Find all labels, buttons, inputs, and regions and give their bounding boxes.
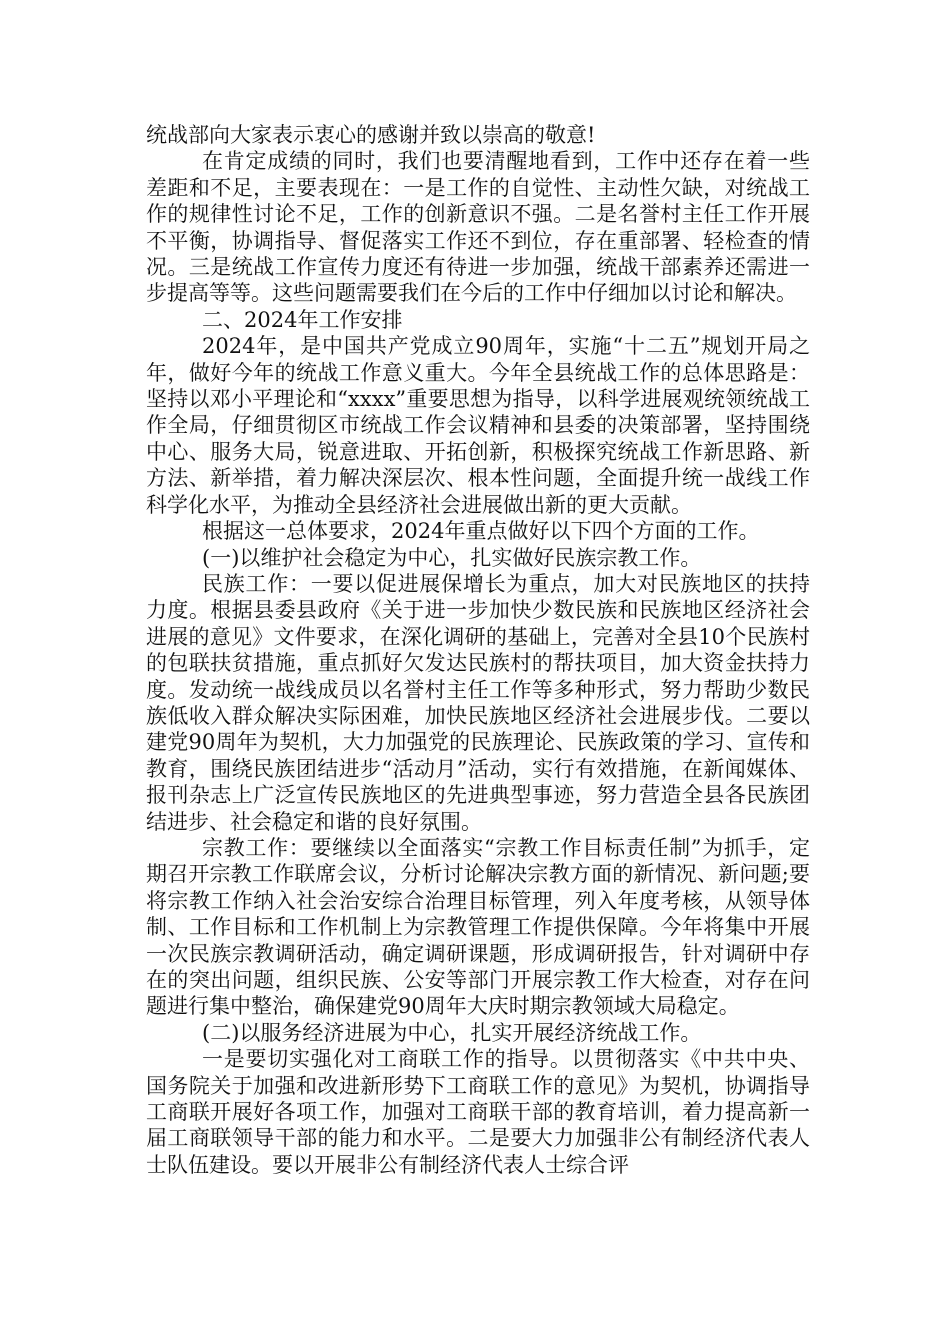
paragraph-four-areas: 根据这一总体要求，2024年重点做好以下四个方面的工作。: [202, 519, 760, 544]
subheading-ethnic-religious-work: (一)以维护社会稳定为中心，扎实做好民族宗教工作。: [202, 545, 702, 570]
section-heading-2024-plan: 二、2024年工作安排: [202, 307, 403, 332]
paragraph-commerce-federation: 一是要切实强化对工商联工作的指导。以贯彻落实《中共中央、国务院关于加强和改进新形势下工商联工作的意见》为契机，协调指导工商联开展好各项工作，加强对工商联干部的教育培训，着力提高新一届工商联领导干部的能力和水平。二是要大力加强非公有制经济代表人士队伍建设。要以开展非公有制经济代表人士综合评: [146, 1047, 810, 1177]
paragraph-ethnic-work: 民族工作：一要以促进展保增长为重点，加大对民族地区的扶持力度。根据县委县政府《关于进一步加快少数民族和民族地区经济社会进展的意见》文件要求，在深化调研的基础上，完善对全县10个民族村的包联扶贫措施，重点抓好欠发达民族村的帮扶项目，加大资金扶持力度。发动统一战线成员以名誉村主任工作等多种形式，努力帮助少数民族低收入群众解决实际困难，加快民族地区经济社会进展步伐。二要以建党90周年为契机，大力加强党的民族理论、民族政策的学习、宣传和教育，围绕民族团结进步“活动月”活动，实行有效措施，在新闻媒体、报刊杂志上广泛宣传民族地区的先进典型事迹，努力营造全县各民族团结进步、社会稳定和谐的良好氛围。: [146, 571, 810, 834]
paragraph-religious-work: 宗教工作：要继续以全面落实“宗教工作目标责任制”为抓手，定期召开宗教工作联席会议，分析讨论解决宗教方面的新情况、新问题;要将宗教工作纳入社会治安综合治理目标管理，列入年度考核，从领导体制、工作目标和工作机制上为宗教管理工作提供保障。今年将集中开展一次民族宗教调研活动，确定调研课题，形成调研报告，针对调研中存在的突出问题，组织民族、公安等部门开展宗教工作大检查，对存在问题进行集中整治，确保建党90周年大庆时期宗教领域大局稳定。: [146, 835, 810, 1019]
document-body: [146, 122, 810, 1178]
paragraph-closing-thanks: 统战部向大家表示衷心的感谢并致以崇高的敬意!: [146, 123, 596, 147]
subheading-economic-united-front: (二)以服务经济进展为中心，扎实开展经济统战工作。: [202, 1020, 702, 1045]
paragraph-shortcomings: 在肯定成绩的同时，我们也要清醒地看到，工作中还存在着一些差距和不足，主要表现在：一是工作的自觉性、主动性欠缺，对统战工作的规律性讨论不足，工作的创新意识不强。二是名誉村主任工作开展不平衡，协调指导、督促落实工作还不到位，存在重部署、轻检查的情况。三是统战工作宣传力度还有待进一步加强，统战干部素养还需进一步提高等等。这些问题需要我们在今后的工作中仔细加以讨论和解决。: [146, 149, 810, 306]
paragraph-overall-thinking: 2024年，是中国共产党成立90周年，实施“十二五”规划开局之年，做好今年的统战工作意义重大。今年全县统战工作的总体思路是：坚持以邓小平理论和“xxxx”重要思想为指导，以科学进展观统领统战工作全局，仔细贯彻区市统战工作会议精神和县委的决策部署，坚持围绕中心、服务大局，锐意进取、开拓创新，积极探究统战工作新思路、新方法、新举措，着力解决深层次、根本性问题，全面提升统一战线工作科学化水平，为推动全县经济社会进展做出新的更大贡献。: [146, 334, 810, 517]
